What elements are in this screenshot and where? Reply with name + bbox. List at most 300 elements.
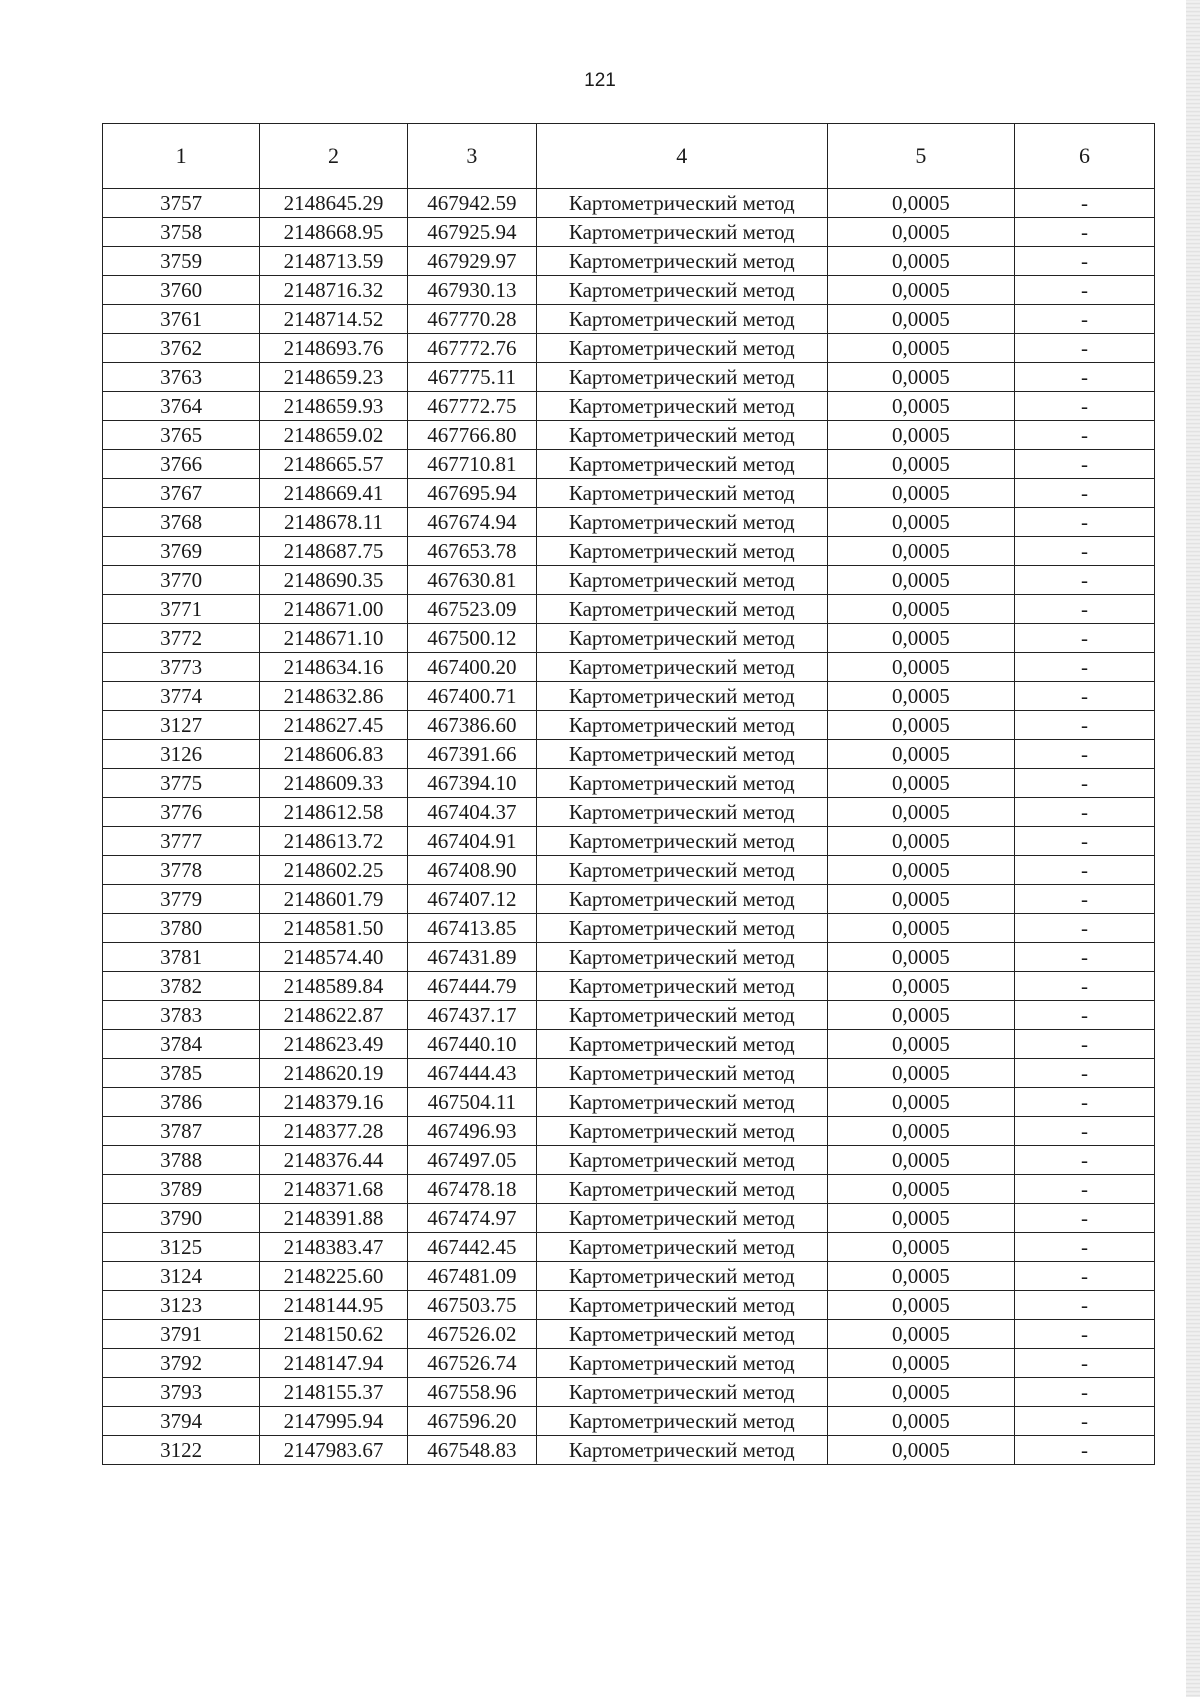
cell-note: -	[1014, 769, 1154, 798]
cell-coordinate-x: 2148391.88	[260, 1204, 408, 1233]
cell-coordinate-x: 2148659.23	[260, 363, 408, 392]
table-row	[103, 1175, 1155, 1204]
cell-note: -	[1014, 1117, 1154, 1146]
cell-point-number: 3777	[103, 827, 260, 856]
cell-accuracy: 0,0005	[827, 1262, 1014, 1291]
cell-point-number: 3793	[103, 1378, 260, 1407]
cell-method: Картометрический метод	[536, 885, 827, 914]
table-row	[103, 1001, 1155, 1030]
cell-note: -	[1014, 189, 1154, 218]
cell-point-number: 3776	[103, 798, 260, 827]
cell-note: -	[1014, 798, 1154, 827]
cell-method: Картометрический метод	[536, 392, 827, 421]
cell-point-number: 3760	[103, 276, 260, 305]
cell-note: -	[1014, 856, 1154, 885]
cell-point-number: 3786	[103, 1088, 260, 1117]
cell-accuracy: 0,0005	[827, 798, 1014, 827]
cell-accuracy: 0,0005	[827, 450, 1014, 479]
table-row	[103, 450, 1155, 479]
cell-coordinate-y: 467391.66	[407, 740, 536, 769]
cell-note: -	[1014, 1407, 1154, 1436]
cell-note: -	[1014, 914, 1154, 943]
cell-coordinate-x: 2148601.79	[260, 885, 408, 914]
cell-method: Картометрический метод	[536, 1001, 827, 1030]
cell-note: -	[1014, 1001, 1154, 1030]
cell-coordinate-x: 2148659.02	[260, 421, 408, 450]
table-row	[103, 421, 1155, 450]
cell-point-number: 3763	[103, 363, 260, 392]
cell-coordinate-x: 2148620.19	[260, 1059, 408, 1088]
cell-coordinate-y: 467526.74	[407, 1349, 536, 1378]
cell-note: -	[1014, 972, 1154, 1001]
cell-point-number: 3772	[103, 624, 260, 653]
cell-coordinate-y: 467653.78	[407, 537, 536, 566]
cell-accuracy: 0,0005	[827, 1146, 1014, 1175]
coordinates-table	[102, 123, 1155, 1465]
cell-accuracy: 0,0005	[827, 1378, 1014, 1407]
cell-point-number: 3784	[103, 1030, 260, 1059]
table-row	[103, 566, 1155, 595]
cell-coordinate-y: 467442.45	[407, 1233, 536, 1262]
table-row	[103, 624, 1155, 653]
cell-point-number: 3122	[103, 1436, 260, 1465]
cell-coordinate-y: 467444.43	[407, 1059, 536, 1088]
cell-coordinate-x: 2148627.45	[260, 711, 408, 740]
cell-accuracy: 0,0005	[827, 421, 1014, 450]
header-col-2: 2	[260, 124, 408, 189]
cell-note: -	[1014, 421, 1154, 450]
cell-coordinate-x: 2148671.00	[260, 595, 408, 624]
cell-note: -	[1014, 1291, 1154, 1320]
cell-accuracy: 0,0005	[827, 1001, 1014, 1030]
cell-point-number: 3783	[103, 1001, 260, 1030]
cell-method: Картометрический метод	[536, 798, 827, 827]
cell-coordinate-x: 2148632.86	[260, 682, 408, 711]
cell-point-number: 3780	[103, 914, 260, 943]
cell-accuracy: 0,0005	[827, 682, 1014, 711]
cell-coordinate-x: 2148225.60	[260, 1262, 408, 1291]
header-col-1: 1	[103, 124, 260, 189]
table-row	[103, 740, 1155, 769]
cell-coordinate-x: 2148716.32	[260, 276, 408, 305]
cell-accuracy: 0,0005	[827, 711, 1014, 740]
cell-coordinate-y: 467695.94	[407, 479, 536, 508]
table-row	[103, 1088, 1155, 1117]
cell-note: -	[1014, 682, 1154, 711]
cell-accuracy: 0,0005	[827, 624, 1014, 653]
cell-coordinate-x: 2148150.62	[260, 1320, 408, 1349]
cell-method: Картометрический метод	[536, 450, 827, 479]
table-row	[103, 363, 1155, 392]
table-row	[103, 392, 1155, 421]
cell-accuracy: 0,0005	[827, 1030, 1014, 1059]
cell-note: -	[1014, 276, 1154, 305]
cell-coordinate-y: 467478.18	[407, 1175, 536, 1204]
cell-coordinate-x: 2148623.49	[260, 1030, 408, 1059]
cell-point-number: 3124	[103, 1262, 260, 1291]
cell-coordinate-x: 2148606.83	[260, 740, 408, 769]
cell-note: -	[1014, 537, 1154, 566]
cell-coordinate-x: 2148371.68	[260, 1175, 408, 1204]
cell-point-number: 3767	[103, 479, 260, 508]
cell-coordinate-x: 2148613.72	[260, 827, 408, 856]
cell-accuracy: 0,0005	[827, 653, 1014, 682]
cell-coordinate-x: 2148612.58	[260, 798, 408, 827]
cell-method: Картометрический метод	[536, 711, 827, 740]
table-row	[103, 218, 1155, 247]
cell-accuracy: 0,0005	[827, 247, 1014, 276]
table-header-row	[103, 124, 1155, 189]
cell-method: Картометрический метод	[536, 856, 827, 885]
cell-note: -	[1014, 334, 1154, 363]
cell-coordinate-x: 2147983.67	[260, 1436, 408, 1465]
cell-coordinate-y: 467503.75	[407, 1291, 536, 1320]
cell-note: -	[1014, 479, 1154, 508]
cell-coordinate-y: 467929.97	[407, 247, 536, 276]
cell-note: -	[1014, 1204, 1154, 1233]
cell-accuracy: 0,0005	[827, 363, 1014, 392]
header-col-5: 5	[827, 124, 1014, 189]
cell-note: -	[1014, 305, 1154, 334]
cell-coordinate-x: 2148383.47	[260, 1233, 408, 1262]
table-row	[103, 1059, 1155, 1088]
cell-point-number: 3790	[103, 1204, 260, 1233]
cell-coordinate-x: 2148589.84	[260, 972, 408, 1001]
cell-coordinate-y: 467437.17	[407, 1001, 536, 1030]
cell-accuracy: 0,0005	[827, 769, 1014, 798]
cell-coordinate-x: 2148645.29	[260, 189, 408, 218]
cell-point-number: 3774	[103, 682, 260, 711]
cell-note: -	[1014, 1436, 1154, 1465]
cell-accuracy: 0,0005	[827, 914, 1014, 943]
cell-point-number: 3768	[103, 508, 260, 537]
cell-method: Картометрический метод	[536, 1349, 827, 1378]
cell-coordinate-y: 467770.28	[407, 305, 536, 334]
cell-method: Картометрический метод	[536, 1407, 827, 1436]
cell-accuracy: 0,0005	[827, 885, 1014, 914]
cell-accuracy: 0,0005	[827, 276, 1014, 305]
cell-coordinate-y: 467630.81	[407, 566, 536, 595]
table-row	[103, 276, 1155, 305]
cell-coordinate-y: 467408.90	[407, 856, 536, 885]
scan-edge	[1186, 0, 1200, 1697]
cell-coordinate-x: 2147995.94	[260, 1407, 408, 1436]
cell-note: -	[1014, 624, 1154, 653]
cell-accuracy: 0,0005	[827, 305, 1014, 334]
cell-coordinate-y: 467496.93	[407, 1117, 536, 1146]
cell-coordinate-x: 2148713.59	[260, 247, 408, 276]
cell-note: -	[1014, 711, 1154, 740]
cell-method: Картометрический метод	[536, 1146, 827, 1175]
cell-accuracy: 0,0005	[827, 479, 1014, 508]
table-row	[103, 653, 1155, 682]
cell-method: Картометрический метод	[536, 624, 827, 653]
cell-coordinate-y: 467400.71	[407, 682, 536, 711]
cell-method: Картометрический метод	[536, 276, 827, 305]
table-row	[103, 798, 1155, 827]
cell-note: -	[1014, 450, 1154, 479]
cell-method: Картометрический метод	[536, 827, 827, 856]
cell-coordinate-x: 2148671.10	[260, 624, 408, 653]
cell-note: -	[1014, 1378, 1154, 1407]
cell-coordinate-y: 467500.12	[407, 624, 536, 653]
cell-method: Картометрический метод	[536, 363, 827, 392]
cell-coordinate-y: 467526.02	[407, 1320, 536, 1349]
cell-coordinate-x: 2148581.50	[260, 914, 408, 943]
cell-method: Картометрический метод	[536, 1233, 827, 1262]
cell-point-number: 3765	[103, 421, 260, 450]
table-row	[103, 189, 1155, 218]
cell-point-number: 3126	[103, 740, 260, 769]
cell-point-number: 3123	[103, 1291, 260, 1320]
cell-accuracy: 0,0005	[827, 1117, 1014, 1146]
cell-accuracy: 0,0005	[827, 1291, 1014, 1320]
table-row	[103, 1436, 1155, 1465]
cell-point-number: 3782	[103, 972, 260, 1001]
cell-accuracy: 0,0005	[827, 943, 1014, 972]
cell-accuracy: 0,0005	[827, 1436, 1014, 1465]
table-row	[103, 1204, 1155, 1233]
table-row	[103, 334, 1155, 363]
cell-coordinate-x: 2148668.95	[260, 218, 408, 247]
cell-method: Картометрический метод	[536, 769, 827, 798]
cell-coordinate-y: 467775.11	[407, 363, 536, 392]
cell-coordinate-y: 467407.12	[407, 885, 536, 914]
table-row	[103, 508, 1155, 537]
cell-method: Картометрический метод	[536, 1291, 827, 1320]
cell-method: Картометрический метод	[536, 1175, 827, 1204]
cell-coordinate-x: 2148659.93	[260, 392, 408, 421]
table-row	[103, 1407, 1155, 1436]
cell-coordinate-y: 467930.13	[407, 276, 536, 305]
cell-note: -	[1014, 1320, 1154, 1349]
cell-note: -	[1014, 508, 1154, 537]
cell-point-number: 3125	[103, 1233, 260, 1262]
cell-coordinate-y: 467596.20	[407, 1407, 536, 1436]
cell-note: -	[1014, 1088, 1154, 1117]
cell-note: -	[1014, 1349, 1154, 1378]
cell-accuracy: 0,0005	[827, 1349, 1014, 1378]
cell-accuracy: 0,0005	[827, 537, 1014, 566]
cell-point-number: 3771	[103, 595, 260, 624]
cell-point-number: 3766	[103, 450, 260, 479]
cell-method: Картометрический метод	[536, 218, 827, 247]
cell-coordinate-x: 2148602.25	[260, 856, 408, 885]
cell-note: -	[1014, 247, 1154, 276]
table-row	[103, 1030, 1155, 1059]
cell-coordinate-x: 2148690.35	[260, 566, 408, 595]
cell-coordinate-y: 467386.60	[407, 711, 536, 740]
table-row	[103, 711, 1155, 740]
cell-coordinate-y: 467404.37	[407, 798, 536, 827]
table-row	[103, 1291, 1155, 1320]
cell-method: Картометрический метод	[536, 537, 827, 566]
cell-coordinate-x: 2148693.76	[260, 334, 408, 363]
cell-method: Картометрический метод	[536, 1030, 827, 1059]
cell-point-number: 3775	[103, 769, 260, 798]
cell-point-number: 3769	[103, 537, 260, 566]
cell-coordinate-x: 2148678.11	[260, 508, 408, 537]
cell-coordinate-x: 2148155.37	[260, 1378, 408, 1407]
cell-method: Картометрический метод	[536, 479, 827, 508]
cell-coordinate-x: 2148147.94	[260, 1349, 408, 1378]
cell-point-number: 3759	[103, 247, 260, 276]
cell-method: Картометрический метод	[536, 334, 827, 363]
cell-note: -	[1014, 943, 1154, 972]
cell-method: Картометрический метод	[536, 1378, 827, 1407]
cell-coordinate-x: 2148634.16	[260, 653, 408, 682]
cell-coordinate-x: 2148669.41	[260, 479, 408, 508]
cell-coordinate-y: 467523.09	[407, 595, 536, 624]
header-col-6: 6	[1014, 124, 1154, 189]
cell-method: Картометрический метод	[536, 1088, 827, 1117]
cell-coordinate-y: 467444.79	[407, 972, 536, 1001]
cell-accuracy: 0,0005	[827, 392, 1014, 421]
cell-accuracy: 0,0005	[827, 1059, 1014, 1088]
table-row	[103, 1320, 1155, 1349]
cell-point-number: 3779	[103, 885, 260, 914]
cell-method: Картометрический метод	[536, 305, 827, 334]
cell-accuracy: 0,0005	[827, 1175, 1014, 1204]
cell-method: Картометрический метод	[536, 1436, 827, 1465]
header-col-4: 4	[536, 124, 827, 189]
cell-point-number: 3778	[103, 856, 260, 885]
cell-method: Картометрический метод	[536, 508, 827, 537]
table-row	[103, 972, 1155, 1001]
table-row	[103, 247, 1155, 276]
cell-accuracy: 0,0005	[827, 334, 1014, 363]
cell-note: -	[1014, 885, 1154, 914]
cell-accuracy: 0,0005	[827, 1407, 1014, 1436]
cell-point-number: 3792	[103, 1349, 260, 1378]
cell-accuracy: 0,0005	[827, 856, 1014, 885]
cell-method: Картометрический метод	[536, 1059, 827, 1088]
cell-coordinate-y: 467674.94	[407, 508, 536, 537]
cell-accuracy: 0,0005	[827, 740, 1014, 769]
cell-point-number: 3781	[103, 943, 260, 972]
cell-coordinate-x: 2148144.95	[260, 1291, 408, 1320]
cell-method: Картометрический метод	[536, 247, 827, 276]
cell-point-number: 3764	[103, 392, 260, 421]
cell-method: Картометрический метод	[536, 595, 827, 624]
cell-coordinate-x: 2148714.52	[260, 305, 408, 334]
cell-note: -	[1014, 595, 1154, 624]
cell-coordinate-x: 2148665.57	[260, 450, 408, 479]
cell-accuracy: 0,0005	[827, 189, 1014, 218]
cell-point-number: 3757	[103, 189, 260, 218]
cell-note: -	[1014, 566, 1154, 595]
cell-note: -	[1014, 1262, 1154, 1291]
cell-coordinate-y: 467710.81	[407, 450, 536, 479]
cell-point-number: 3770	[103, 566, 260, 595]
cell-coordinate-y: 467548.83	[407, 1436, 536, 1465]
cell-point-number: 3127	[103, 711, 260, 740]
cell-point-number: 3791	[103, 1320, 260, 1349]
cell-coordinate-x: 2148379.16	[260, 1088, 408, 1117]
cell-coordinate-y: 467504.11	[407, 1088, 536, 1117]
table-row	[103, 943, 1155, 972]
cell-coordinate-x: 2148376.44	[260, 1146, 408, 1175]
cell-note: -	[1014, 827, 1154, 856]
cell-point-number: 3787	[103, 1117, 260, 1146]
cell-coordinate-y: 467942.59	[407, 189, 536, 218]
table-row	[103, 1117, 1155, 1146]
table-row	[103, 595, 1155, 624]
cell-coordinate-y: 467413.85	[407, 914, 536, 943]
cell-accuracy: 0,0005	[827, 1233, 1014, 1262]
cell-coordinate-y: 467772.75	[407, 392, 536, 421]
cell-coordinate-x: 2148609.33	[260, 769, 408, 798]
table-row	[103, 1146, 1155, 1175]
cell-note: -	[1014, 363, 1154, 392]
cell-coordinate-x: 2148574.40	[260, 943, 408, 972]
cell-accuracy: 0,0005	[827, 218, 1014, 247]
cell-point-number: 3794	[103, 1407, 260, 1436]
cell-method: Картометрический метод	[536, 943, 827, 972]
cell-coordinate-y: 467772.76	[407, 334, 536, 363]
cell-point-number: 3761	[103, 305, 260, 334]
cell-point-number: 3785	[103, 1059, 260, 1088]
cell-method: Картометрический метод	[536, 682, 827, 711]
cell-note: -	[1014, 218, 1154, 247]
cell-method: Картометрический метод	[536, 1204, 827, 1233]
table-row	[103, 305, 1155, 334]
cell-point-number: 3789	[103, 1175, 260, 1204]
cell-point-number: 3773	[103, 653, 260, 682]
cell-accuracy: 0,0005	[827, 1088, 1014, 1117]
cell-accuracy: 0,0005	[827, 972, 1014, 1001]
table-row	[103, 682, 1155, 711]
cell-point-number: 3762	[103, 334, 260, 363]
cell-coordinate-y: 467404.91	[407, 827, 536, 856]
table-row	[103, 769, 1155, 798]
table-row	[103, 885, 1155, 914]
cell-method: Картометрический метод	[536, 653, 827, 682]
cell-method: Картометрический метод	[536, 740, 827, 769]
cell-method: Картометрический метод	[536, 1117, 827, 1146]
cell-coordinate-y: 467481.09	[407, 1262, 536, 1291]
cell-coordinate-x: 2148377.28	[260, 1117, 408, 1146]
cell-accuracy: 0,0005	[827, 827, 1014, 856]
cell-coordinate-y: 467474.97	[407, 1204, 536, 1233]
cell-note: -	[1014, 1175, 1154, 1204]
table-row	[103, 827, 1155, 856]
cell-coordinate-y: 467400.20	[407, 653, 536, 682]
cell-note: -	[1014, 653, 1154, 682]
cell-accuracy: 0,0005	[827, 566, 1014, 595]
cell-coordinate-y: 467431.89	[407, 943, 536, 972]
table-row	[103, 1378, 1155, 1407]
cell-method: Картометрический метод	[536, 566, 827, 595]
cell-point-number: 3758	[103, 218, 260, 247]
cell-note: -	[1014, 1030, 1154, 1059]
table-body	[103, 189, 1155, 1465]
cell-coordinate-y: 467497.05	[407, 1146, 536, 1175]
cell-method: Картометрический метод	[536, 1320, 827, 1349]
cell-note: -	[1014, 740, 1154, 769]
cell-method: Картометрический метод	[536, 1262, 827, 1291]
cell-coordinate-x: 2148687.75	[260, 537, 408, 566]
cell-coordinate-y: 467440.10	[407, 1030, 536, 1059]
cell-accuracy: 0,0005	[827, 1320, 1014, 1349]
cell-coordinate-y: 467766.80	[407, 421, 536, 450]
cell-point-number: 3788	[103, 1146, 260, 1175]
table-row	[103, 1262, 1155, 1291]
table-row	[103, 537, 1155, 566]
cell-coordinate-y: 467558.96	[407, 1378, 536, 1407]
table-row	[103, 479, 1155, 508]
cell-method: Картометрический метод	[536, 972, 827, 1001]
